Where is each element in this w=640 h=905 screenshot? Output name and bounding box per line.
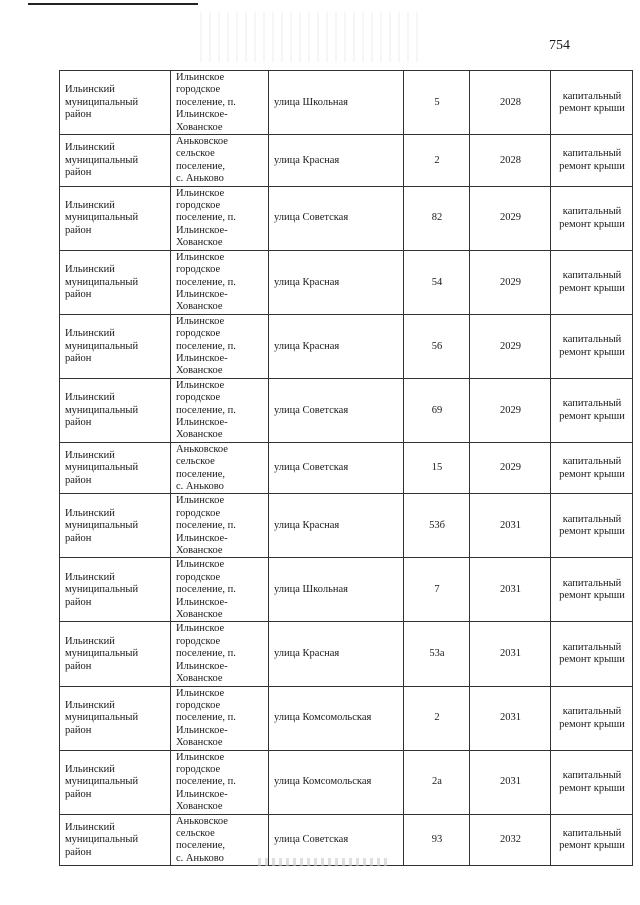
district-cell: Ильинский муниципальный район — [60, 622, 171, 686]
work-type-cell: капитальный ремонт крыши — [551, 442, 633, 494]
table-row — [60, 250, 633, 314]
district-cell: Ильинский муниципальный район — [60, 558, 171, 622]
street-cell: улица Красная — [269, 314, 404, 378]
street-cell: улица Красная — [269, 135, 404, 187]
work-type-cell: капитальный ремонт крыши — [551, 686, 633, 750]
house-cell: 53а — [404, 622, 470, 686]
house-cell: 54 — [404, 250, 470, 314]
table-row — [60, 558, 633, 622]
settlement-cell: Аньковское сельское поселение, с. Аньково — [171, 442, 269, 494]
repair-schedule-table — [59, 70, 633, 866]
settlement-cell: Ильинское городское поселение, п. Ильинское- Хованское — [171, 186, 269, 250]
district-cell: Ильинский муниципальный район — [60, 186, 171, 250]
house-cell: 82 — [404, 186, 470, 250]
settlement-cell: Ильинское городское поселение, п. Ильинское- Хованское — [171, 558, 269, 622]
street-cell: улица Комсомольская — [269, 750, 404, 814]
street-cell: улица Советская — [269, 378, 404, 442]
street-cell: улица Советская — [269, 186, 404, 250]
settlement-cell: Ильинское городское поселение, п. Ильинское- Хованское — [171, 378, 269, 442]
year-cell: 2031 — [470, 622, 551, 686]
footer-scan-mark — [258, 858, 388, 866]
year-cell: 2029 — [470, 250, 551, 314]
year-cell: 2029 — [470, 186, 551, 250]
house-cell: 2 — [404, 135, 470, 187]
settlement-cell: Ильинское городское поселение, п. Ильинское- Хованское — [171, 622, 269, 686]
page-number: 754 — [549, 38, 570, 53]
year-cell: 2031 — [470, 686, 551, 750]
table-row — [60, 314, 633, 378]
street-cell: улица Школьная — [269, 71, 404, 135]
work-type-cell: капитальный ремонт крыши — [551, 250, 633, 314]
settlement-cell: Ильинское городское поселение, п. Ильинское- Хованское — [171, 686, 269, 750]
house-cell: 15 — [404, 442, 470, 494]
table-row — [60, 494, 633, 558]
table-row — [60, 135, 633, 187]
street-cell: улица Советская — [269, 814, 404, 866]
district-cell: Ильинский муниципальный район — [60, 686, 171, 750]
district-cell: Ильинский муниципальный район — [60, 378, 171, 442]
year-cell: 2032 — [470, 814, 551, 866]
table-row — [60, 71, 633, 135]
work-type-cell: капитальный ремонт крыши — [551, 378, 633, 442]
house-cell: 53б — [404, 494, 470, 558]
work-type-cell: капитальный ремонт крыши — [551, 186, 633, 250]
house-cell: 2а — [404, 750, 470, 814]
settlement-cell: Ильинское городское поселение, п. Ильинское- Хованское — [171, 250, 269, 314]
house-cell: 7 — [404, 558, 470, 622]
street-cell: улица Красная — [269, 494, 404, 558]
street-cell: улица Советская — [269, 442, 404, 494]
year-cell: 2029 — [470, 378, 551, 442]
house-cell: 93 — [404, 814, 470, 866]
year-cell: 2031 — [470, 558, 551, 622]
year-cell: 2031 — [470, 750, 551, 814]
settlement-cell: Аньковское сельское поселение, с. Аньково — [171, 814, 269, 866]
table-row — [60, 442, 633, 494]
settlement-cell: Ильинское городское поселение, п. Ильинское- Хованское — [171, 71, 269, 135]
year-cell: 2029 — [470, 442, 551, 494]
district-cell: Ильинский муниципальный район — [60, 71, 171, 135]
district-cell: Ильинский муниципальный район — [60, 250, 171, 314]
settlement-cell: Ильинское городское поселение, п. Ильинское- Хованское — [171, 750, 269, 814]
district-cell: Ильинский муниципальный район — [60, 494, 171, 558]
district-cell: Ильинский муниципальный район — [60, 314, 171, 378]
street-cell: улица Красная — [269, 250, 404, 314]
table-row — [60, 378, 633, 442]
house-cell: 2 — [404, 686, 470, 750]
work-type-cell: капитальный ремонт крыши — [551, 814, 633, 866]
settlement-cell: Ильинское городское поселение, п. Ильинское- Хованское — [171, 494, 269, 558]
district-cell: Ильинский муниципальный район — [60, 750, 171, 814]
street-cell: улица Комсомольская — [269, 686, 404, 750]
scan-noise — [200, 12, 420, 62]
table-body — [60, 71, 633, 866]
table-row — [60, 186, 633, 250]
work-type-cell: капитальный ремонт крыши — [551, 314, 633, 378]
year-cell: 2029 — [470, 314, 551, 378]
work-type-cell: капитальный ремонт крыши — [551, 622, 633, 686]
work-type-cell: капитальный ремонт крыши — [551, 558, 633, 622]
street-cell: улица Красная — [269, 622, 404, 686]
street-cell: улица Школьная — [269, 558, 404, 622]
district-cell: Ильинский муниципальный район — [60, 442, 171, 494]
table-row — [60, 750, 633, 814]
table-row — [60, 622, 633, 686]
work-type-cell: капитальный ремонт крыши — [551, 750, 633, 814]
work-type-cell: капитальный ремонт крыши — [551, 135, 633, 187]
settlement-cell: Аньковское сельское поселение, с. Аньково — [171, 135, 269, 187]
year-cell: 2028 — [470, 135, 551, 187]
district-cell: Ильинский муниципальный район — [60, 135, 171, 187]
settlement-cell: Ильинское городское поселение, п. Ильинское- Хованское — [171, 314, 269, 378]
year-cell: 2031 — [470, 494, 551, 558]
house-cell: 56 — [404, 314, 470, 378]
year-cell: 2028 — [470, 71, 551, 135]
table-row — [60, 686, 633, 750]
house-cell: 69 — [404, 378, 470, 442]
work-type-cell: капитальный ремонт крыши — [551, 494, 633, 558]
top-rule — [28, 3, 198, 5]
district-cell: Ильинский муниципальный район — [60, 814, 171, 866]
house-cell: 5 — [404, 71, 470, 135]
work-type-cell: капитальный ремонт крыши — [551, 71, 633, 135]
